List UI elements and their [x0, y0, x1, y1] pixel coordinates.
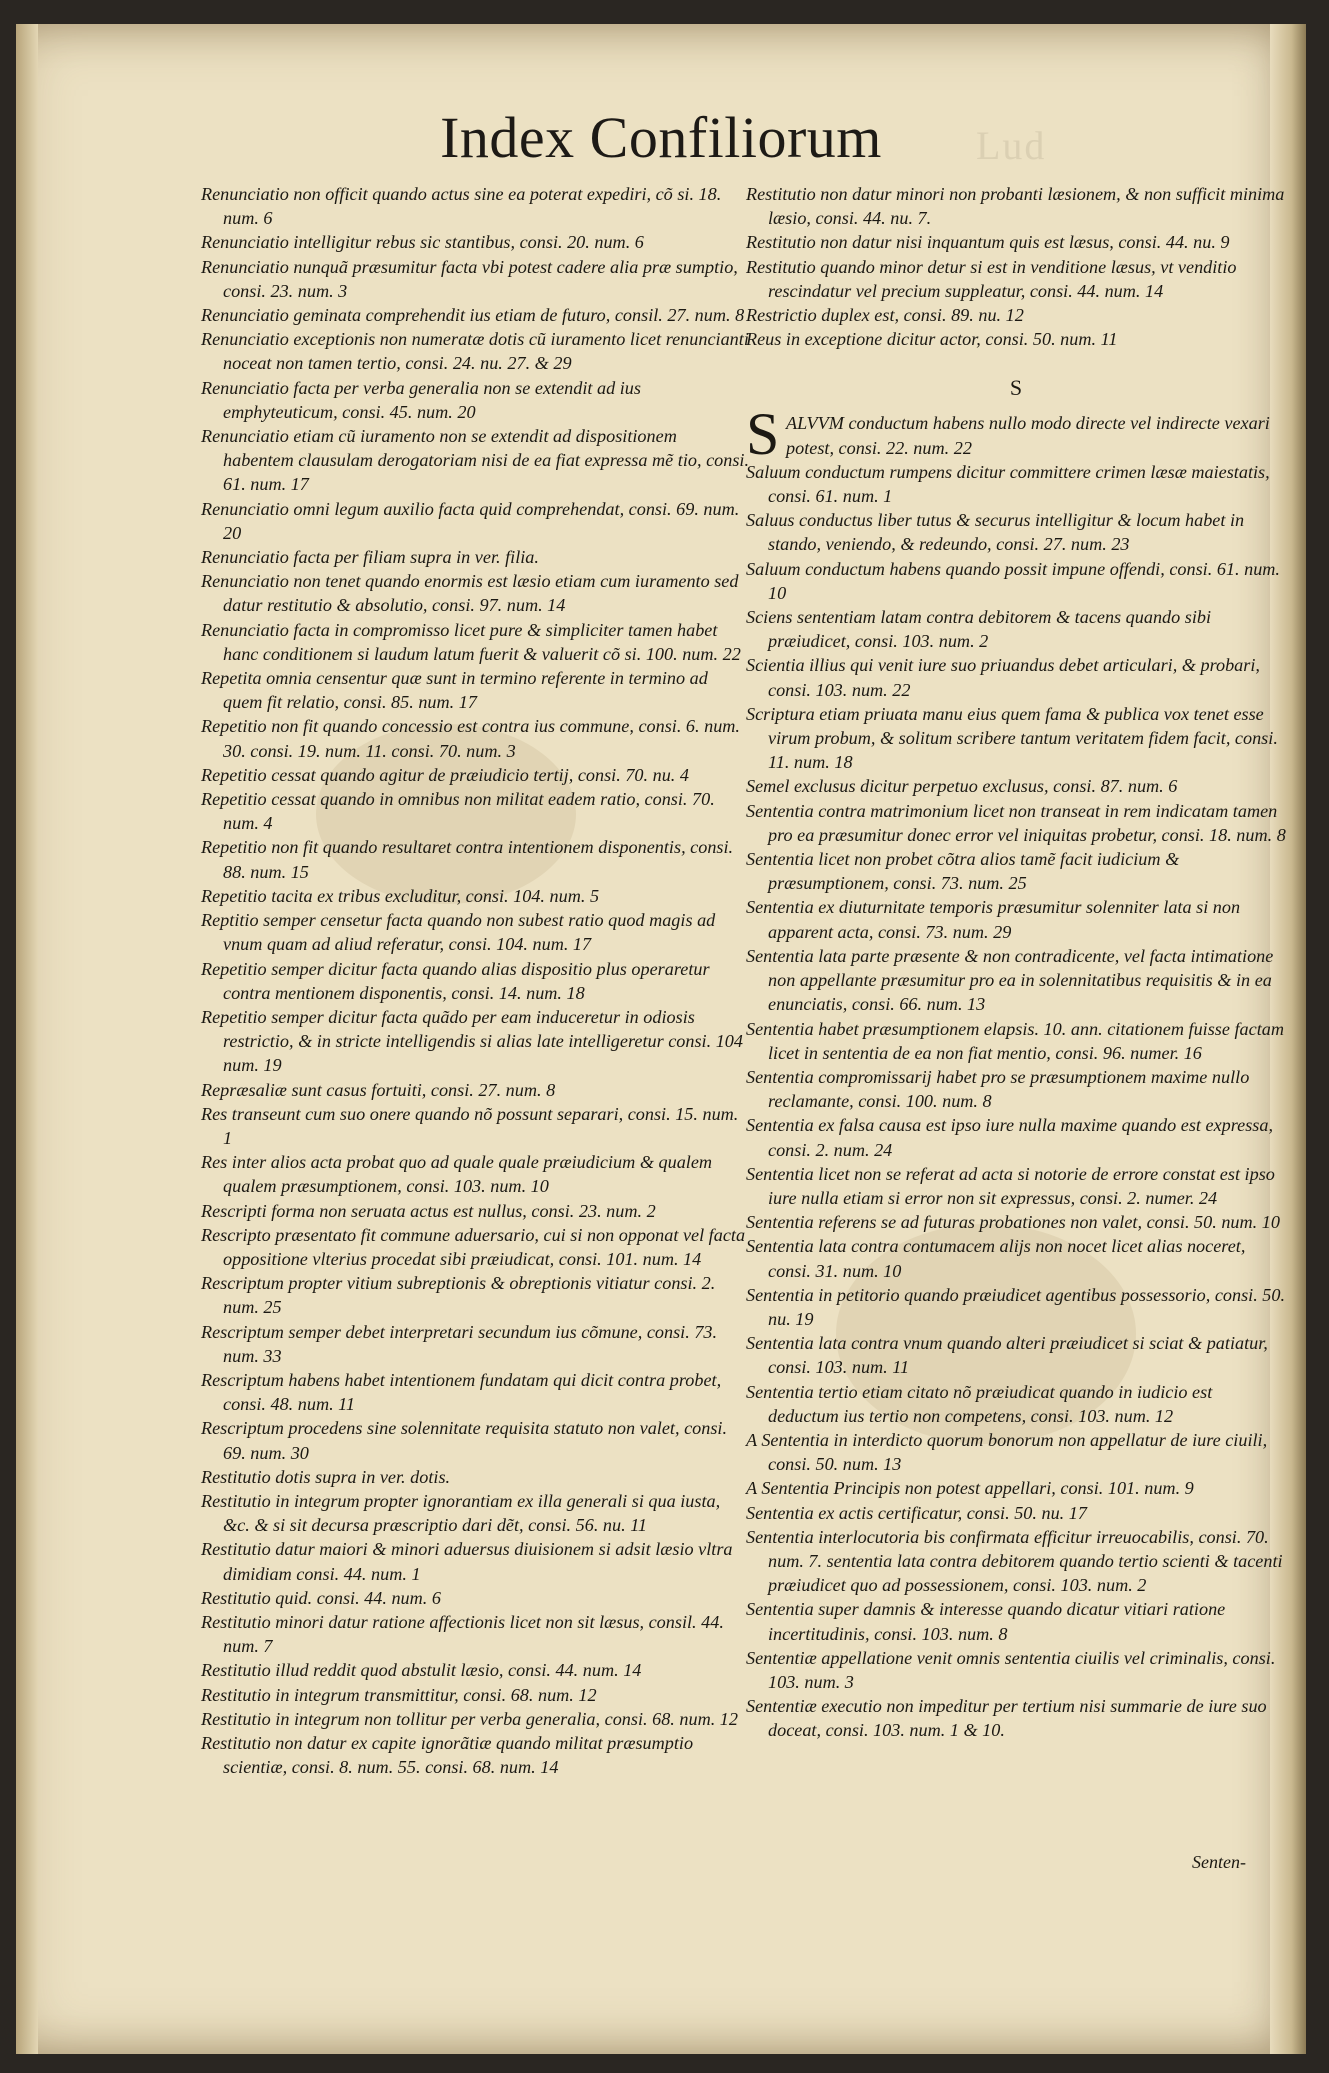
index-entry: Restitutio in integrum transmittitur, consi. 68. num. 12 [201, 1684, 597, 1705]
index-entry: Sententia habet præsumptionem elapsis. 10. ann. citationem fuisse factam licet in sententia de ea non fiat mentio, consi. 96. numer. 16 [746, 1018, 1284, 1063]
index-entry: Restitutio quando minor detur si est in venditione læsus, vt venditio rescindatur vel precium suppleatur, consi. 44. num. 14 [746, 256, 1237, 301]
index-entry: Renunciatio nunquã præsumitur facta vbi potest cadere alia præ sumptio, consi. 23. num. 3 [201, 256, 738, 301]
index-entry: Renunciatio non officit quando actus sine ea poterat expediri, cõ si. 18. num. 6 [201, 184, 722, 229]
index-entry: Sententia tertio etiam citato nõ præiudicat quando in iudicio est deductum ius tertio non competens, consi. 103. num. 12 [746, 1381, 1213, 1426]
index-entry: Sententia ex diuturnitate temporis præsumitur solenniter lata si non apparent acta, consi. 73. num. 29 [746, 897, 1241, 942]
index-entry: Restitutio dotis supra in ver. dotis. [201, 1466, 451, 1487]
index-entry: Renunciatio facta per filiam supra in ver. filia. [201, 547, 539, 568]
show-through-text: Lud [976, 123, 1047, 168]
index-entry: Sententia in petitorio quando præiudicet agentibus possessorio, consi. 50. nu. 19 [746, 1284, 1286, 1329]
index-entry: Restitutio non datur ex capite ignorãtiæ quando militat præsumptio scientiæ, consi. 8. num. 55. consi. 68. num. 14 [201, 1733, 694, 1778]
index-entry: Scientia illius qui venit iure suo priuandus debet articulari, & probari, consi. 103. num. 22 [746, 655, 1260, 700]
index-entry: Renunciatio intelligitur rebus sic stantibus, consi. 20. num. 6 [201, 232, 644, 253]
index-entry: Semel exclusus dicitur perpetuo exclusus, consi. 87. num. 6 [746, 776, 1178, 797]
right-column [746, 182, 1286, 1743]
index-entry: Renunciatio exceptionis non numeratæ dotis cũ iuramento licet renuncianti noceat non tamen tertio, consi. 24. nu. 27. & 29 [201, 329, 749, 374]
index-entry: Sententia licet non se referat ad acta si notorie de errore constat est ipso iure nulla etiam si error non sit expressus, consi. 2. numer. 24 [746, 1163, 1275, 1208]
index-entry: Restitutio non datur nisi inquantum quis est læsus, consi. 44. nu. 9 [746, 232, 1230, 253]
index-entry: Renunciatio facta per verba generalia non se extendit ad ius emphyteuticum, consi. 45. num. 20 [201, 377, 641, 422]
index-entry: Restitutio minori datur ratione affectionis licet non sit læsus, consil. 44. num. 7 [201, 1611, 724, 1657]
index-entry: Saluum conductum habens quando possit impune offendi, consi. 61. num. 10 [746, 558, 1280, 603]
index-entry: A Sententia in interdicto quorum bonorum non appellatur de iure ciuili, consi. 50. num. 13 [746, 1429, 1268, 1475]
index-entry: Sententia lata contra contumacem alijs non nocet licet alias noceret, consi. 31. num. 10 [746, 1236, 1246, 1281]
index-entry: Repetitio cessat quando in omnibus non militat eadem ratio, consi. 70. num. 4 [201, 789, 715, 834]
right-column-top [746, 182, 1286, 351]
index-entry: Sententia super damnis & interesse quando dicatur vitiari ratione incertitudinis, consi. 103. num. 8 [746, 1599, 1226, 1644]
index-entry: Repetitio cessat quando agitur de præiudicio tertij, consi. 70. nu. 4 [201, 764, 689, 785]
index-entry: Rescriptum propter vitium subreptionis & obreptionis vitiatur consi. 2. num. 25 [201, 1273, 716, 1318]
index-entry: Reus in exceptione dicitur actor, consi. 50. num. 11 [746, 329, 1118, 350]
index-entry: Rescriptum habens habet intentionem fundatam qui dicit contra probet, consi. 48. num. 11 [201, 1369, 722, 1415]
right-column-bottom [746, 460, 1286, 1743]
index-entry: Rescripto præsentato fit commune aduersario, cui si non opponat vel facta oppositione vlterius procedat sibi præiudicat, consi. 101. num. 14 [201, 1224, 746, 1269]
index-entry: Repræsaliæ sunt casus fortuiti, consi. 27. num. 8 [201, 1079, 556, 1100]
index-entry: Rescripti forma non seruata actus est nullus, consi. 23. num. 2 [201, 1200, 656, 1221]
index-entry: Repetitio semper dicitur facta quãdo per eam induceretur in odiosis restrictio, & in stricte intelligendis si alias late intelligeretur consi. 104 num. 19 [201, 1006, 743, 1076]
drop-cap: S [746, 401, 780, 468]
index-entry: Renunciatio omni legum auxilio facta quid comprehendat, consi. 69. num. 20 [201, 498, 740, 543]
index-entry: Sciens sententiam latam contra debitorem & tacens quando sibi præiudicet, consi. 103. num. 2 [746, 607, 1212, 652]
index-entry-dropcap [746, 401, 1286, 468]
index-entry: Renunciatio non tenet quando enormis est læsio etiam cum iuramento sed datur restitutio & absolutio, consi. 97. num. 14 [201, 571, 739, 616]
index-entry: Repetitio semper dicitur facta quando alias dispositio plus operaretur contra mentionem disponentis, consi. 14. num. 18 [201, 958, 710, 1003]
index-entry: Sententia lata contra vnum quando alteri præiudicet si sciat & patiatur, consi. 103. num. 11 [746, 1333, 1268, 1378]
index-entry: Sententia compromissarij habet pro se præsumptionem maxime nullo reclamante, consi. 100. num. 8 [746, 1066, 1250, 1112]
page-left-edge [16, 24, 38, 2054]
index-entry: Reptitio semper censetur facta quando non subest ratio quod magis ad vnum quam ad aliud referatur, consi. 104. num. 17 [201, 910, 716, 955]
index-entry: Restitutio in integrum propter ignorantiam ex illa generali si qua iusta, &c. & si sit decursa præscriptio dari dẽt, consi. 56. nu. 11 [201, 1490, 721, 1536]
index-entry: Repetita omnia censentur quæ sunt in termino referente in termino ad quem fit relatio, consi. 85. num. 17 [201, 668, 708, 713]
index-entry: Sententia ex actis certificatur, consi. 50. nu. 17 [746, 1502, 1087, 1523]
index-entry: Repetitio non fit quando concessio est contra ius commune, consi. 6. num. 30. consi. 19. num. 11. consi. 70. num. 3 [201, 716, 740, 761]
index-entry: Renunciatio facta in compromisso licet pure & simpliciter tamen habet hanc conditionem si laudum latum fuerit & valuerit cõ si. 100. num. 22 [201, 619, 741, 664]
left-column [201, 182, 751, 1779]
index-entry: Rescriptum semper debet interpretari secundum ius cõmune, consi. 73. num. 33 [201, 1321, 718, 1366]
page-title: Index Confiliorum [440, 105, 882, 170]
index-entry: Scriptura etiam priuata manu eius quem fama & publica vox tenet esse virum probum, & solitum scribere tantum veritatem fidem facit, consi. 11. num. 18 [746, 703, 1278, 773]
index-entry: Saluum conductum rumpens dicitur committere crimen læsæ maiestatis, consi. 61. num. 1 [746, 461, 1270, 507]
index-entry: Sententia ex falsa causa est ipso iure nulla maxime quando est expressa, consi. 2. num. 24 [746, 1115, 1274, 1160]
index-entry: Repetitio non fit quando resultaret contra intentionem disponentis, consi. 88. num. 15 [201, 837, 734, 882]
book-page [16, 24, 1306, 2054]
index-entry: Sententiæ appellatione venit omnis sententia ciuilis vel criminalis, consi. 103. num. 3 [746, 1647, 1276, 1692]
index-entry: Restitutio in integrum non tollitur per verba generalia, consi. 68. num. 12 [201, 1708, 738, 1729]
index-entry: Res transeunt cum suo onere quando nõ possunt separari, consi. 15. num. 1 [201, 1103, 739, 1148]
index-entry: Restitutio datur maiori & minori aduersus diuisionem si adsit læsio vltra dimidiam consi. 44. num. 1 [201, 1539, 733, 1584]
catchword: Senten- [1192, 1852, 1246, 1872]
index-entry: Sententia lata parte præsente & non contradicente, vel facta intimatione non appellante præsumitur pro ea in solennitatibus requisitis & in ea enunciatis, consi. 66. num. 13 [746, 945, 1274, 1015]
section-letter: S [1009, 375, 1023, 401]
index-entry: Restrictio duplex est, consi. 89. nu. 12 [746, 305, 1024, 326]
index-entry: Sententia licet non probet cõtra alios tamẽ facit iudicium & præsumptionem, consi. 73. num. 25 [746, 849, 1180, 894]
index-entry: Sententia interlocutoria bis confirmata efficitur irreuocabilis, consi. 70. num. 7. sententia lata contra debitorem quando tertio scienti & tacenti præiudicet quo ad possessionem, consi. 103. num. 2 [746, 1526, 1283, 1596]
index-entry: Sententiæ executio non impeditur per tertium nisi summarie de iure suo doceat, consi. 103. num. 1 & 10. [746, 1696, 1267, 1741]
index-entry: Saluus conductus liber tutus & securus intelligitur & locum habet in stando, veniendo, & redeundo, consi. 27. num. 23 [746, 510, 1245, 555]
index-entry: Sententia contra matrimonium licet non transeat in rem indicatam tamen pro ea præsumitur donec error vel iniquitas probetur, consi. 18. num. 8 [746, 800, 1286, 845]
index-entry: Repetitio tacita ex tribus excluditur, consi. 104. num. 5 [201, 885, 600, 906]
entry-text: ALVVM conductum habens nullo modo directe vel indirecte vexari potest, consi. 22. num. 22 [786, 413, 1270, 458]
index-entry: Restitutio illud reddit quod abstulit læsio, consi. 44. num. 14 [201, 1660, 642, 1681]
index-entry: Renunciatio etiam cũ iuramento non se extendit ad dispositionem habentem clausulam derogatoriam nisi de ea fiat expressa mẽ tio, consi. 61. num. 17 [201, 426, 750, 495]
index-entry: Restitutio non datur minori non probanti læsionem, & non sufficit minima læsio, consi. 44. nu. 7. [746, 184, 1285, 229]
index-entry: Rescriptum procedens sine solennitate requisita statuto non valet, consi. 69. num. 30 [201, 1418, 728, 1463]
index-entry: A Sententia Principis non potest appellari, consi. 101. num. 9 [746, 1478, 1194, 1499]
index-entry: Sententia referens se ad futuras probationes non valet, consi. 50. num. 10 [746, 1212, 1280, 1233]
index-entry: Restitutio quid. consi. 44. num. 6 [201, 1587, 441, 1608]
index-entry: Renunciatio geminata comprehendit ius etiam de futuro, consil. 27. num. 8 [201, 305, 745, 326]
index-entry: Res inter alios acta probat quo ad quale quale præiudicium & qualem qualem præsumptionem, consi. 103. num. 10 [201, 1152, 713, 1197]
